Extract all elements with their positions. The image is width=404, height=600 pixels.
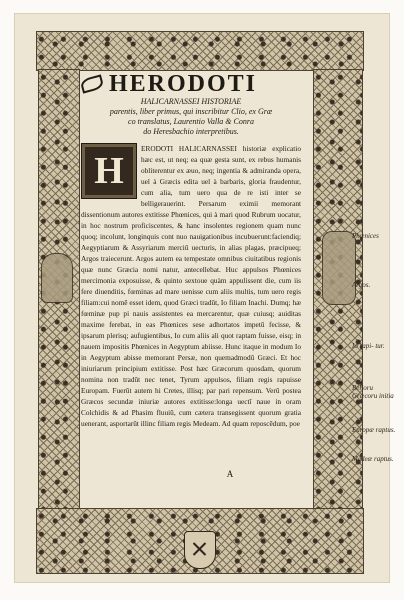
margin-note: Phœnices <box>352 232 379 240</box>
subtitle <box>81 97 301 137</box>
subtitle-line: HALICARNASSEI HISTORIAE <box>140 97 242 106</box>
right-figure <box>322 231 356 305</box>
paragraph-text: ERODOTI HALICARNASSEI historiæ explicatio hæc est, ut neq; ea quæ gesta sunt, ex rebus humanis obliterentur ex æuo, neq; ingentia & admiranda opera, uel à Græcis edita uel à barbaris, gloria fraudentur, cum alia, tum uero qua de re isti inter se belligerauerint. Persarum eximii memorant dissentionum autores extitisse Phœnices, qui à mari quod Rubrum uocatur, in hoc nostrum proficiscentes, & hanc insolentes regionem quam nunc quoq; incolunt, longinquis cont nuo nauigationibus incubuerunt:faciendiq; Aegyptiarum & Assyriarum merciŭ uecturis, in alias plagas, præcipueq; Argos traiecerunt. Argos autem ea tempestate omnibus ciuitatibus regionis quæ nunc Græcia nomi natur, antecellebat. Huc appulsos Phœnices mercimonia exposuisse, & quinto sextoue quàm appulissent die, cum iis fere diuenditis, fœminas ad mare uenisse cum aliis multis, tum uero regis filiam:cui nomē esset idem, quod Græci tradūt, Io filiam Inachi. Dumq; hæ fœminæ pup pi nauis assistentes ea mercarentur, quæ cuiusq; auiditas maxime ferebat, in eas Phœnices sese adhortatos impetū fecisse, & ipsarum plerisq; aufugientibus, Io cum aliis ali quot raptam fuisse, eisq; in nauem impositis Phœnices in Aegyptum abiisse. Hunc itaque in modum Io in Aegyptum abisse memorant Persæ, non quemadmodū Græci. Et hoc iniuriarum principium extitisse. Post hæc Græcorum quosdam, quorum nomina non tradūt nec tenet, Tyrum appulsos, filiam regis rapuisse Europam. Fuerūt autem hi Cretes, illisq; par pari repensum. Verū postea Græcos secundæ iniuriæ autores extitisse:longa uectĭ naue in oram Colchidis & ad Phasim fluuiū, cum cætera transegissent quorum gratia uenerant, asportarūt illinc filiam regis Medeam. Ad quam reposcēdum, poe <box>81 144 301 428</box>
leaf-ornament-icon <box>80 74 105 93</box>
coat-of-arms <box>184 531 216 569</box>
subtitle-line: parentis, liber primus, qui inscribitur Clio, ex Græ <box>109 107 273 116</box>
left-figure <box>41 253 73 303</box>
main-text-block <box>81 72 301 482</box>
book-title: HERODOTI <box>109 71 258 97</box>
margin-note: Io rapi- tur. <box>352 342 385 350</box>
decorated-initial: H <box>81 143 137 199</box>
margin-notes <box>352 0 402 600</box>
margin-note: Europæ raptus. <box>352 426 396 434</box>
subtitle-line: co translatus, Laurentio Valla & Conra <box>128 117 254 126</box>
body-text <box>81 143 301 429</box>
margin-note: Argos. <box>352 281 371 289</box>
margin-note: Belloru Græcoru initia <box>352 384 394 400</box>
signature-mark: A <box>226 469 234 479</box>
printed-sheet <box>14 13 390 583</box>
top-ornament <box>36 31 364 71</box>
margin-note: Medeæ raptus. <box>352 455 394 463</box>
subtitle-line: do Heresbachio interpretibus. <box>143 127 239 136</box>
title-line <box>81 72 301 96</box>
